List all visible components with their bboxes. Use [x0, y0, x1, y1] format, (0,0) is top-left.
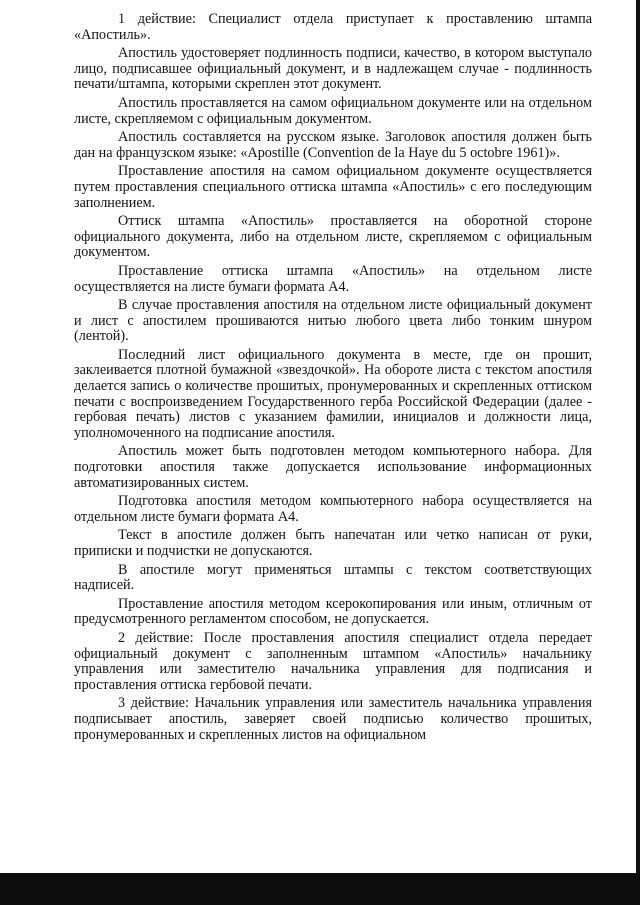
paragraph: Апостиль может быть подготовлен методом компьютерного набора. Для подготовки апостиля также допускается использование информационных автоматизированных систем. — [74, 443, 592, 491]
paragraph: Текст в апостиле должен быть напечатан или четко написан от руки, приписки и подчистки не допускаются. — [74, 527, 592, 559]
paragraph: Подготовка апостиля методом компьютерного набора осуществляется на отдельном листе бумаги формата А4. — [74, 493, 592, 525]
paragraph: Оттиск штампа «Апостиль» проставляется на оборотной стороне официального документа, либо на отдельном листе, скрепляемом с официальным документом. — [74, 213, 592, 261]
paragraph: Последний лист официального документа в месте, где он прошит, заклеивается плотной бумажной «звездочкой». На обороте листа с текстом апостиля делается запись о количестве прошитых, пронумерованных и скрепленных оттиском печати с воспроизведением Государственного герба Российской Федерации (далее - гербовая печать) листов с указанием фамилии, инициалов и должности лица, уполномоченного на подписание апостиля. — [74, 346, 592, 441]
paragraph: Проставление апостиля методом ксерокопирования или иным, отличным от предусмотренного регламентом способом, не допускается. — [74, 595, 592, 628]
document-body — [74, 12, 592, 746]
scan-edge-right — [636, 0, 640, 905]
paragraph: В апостиле могут применяться штампы с текстом соответствующих надписей. — [74, 561, 592, 594]
paragraph: 3 действие: Начальник управления или заместитель начальника управления подписывает апостиль, заверяет своей подписью количество прошитых, пронумерованных и скрепленных листов на официальном — [74, 695, 592, 743]
scan-edge-bottom — [0, 873, 640, 905]
paragraph: Апостиль проставляется на самом официальном документе или на отдельном листе, скрепляемом с официальным документом. — [74, 94, 592, 127]
paragraph: Проставление апостиля на самом официальном документе осуществляется путем проставления специального оттиска штампа «Апостиль» с его последующим заполнением. — [74, 163, 592, 211]
paragraph: 1 действие: Специалист отдела приступает к проставлению штампа «Апостиль». — [74, 11, 592, 43]
paragraph: Апостиль составляется на русском языке. Заголовок апостиля должен быть дан на французском языке: «Apostille (Convention de la Haye du 5 octobre 1961)». — [74, 129, 592, 161]
paragraph: В случае проставления апостиля на отдельном листе официальный документ и лист с апостилем прошиваются нитью любого цвета либо тонким шнуром (лентой). — [74, 297, 592, 345]
paragraph: Апостиль удостоверяет подлинность подписи, качество, в котором выступало лицо, подписавшее официальный документ, и в надлежащем случае - подлинность печати/штампа, которыми скреплен этот документ. — [74, 45, 592, 93]
paragraph: Проставление оттиска штампа «Апостиль» на отдельном листе осуществляется на листе бумаги формата А4. — [74, 262, 592, 295]
paragraph: 2 действие: После проставления апостиля специалист отдела передает официальный документ с заполненным штампом «Апостиль» начальнику управления или заместителю начальника управления для подписания и проставления оттиска гербовой печати. — [74, 629, 592, 693]
